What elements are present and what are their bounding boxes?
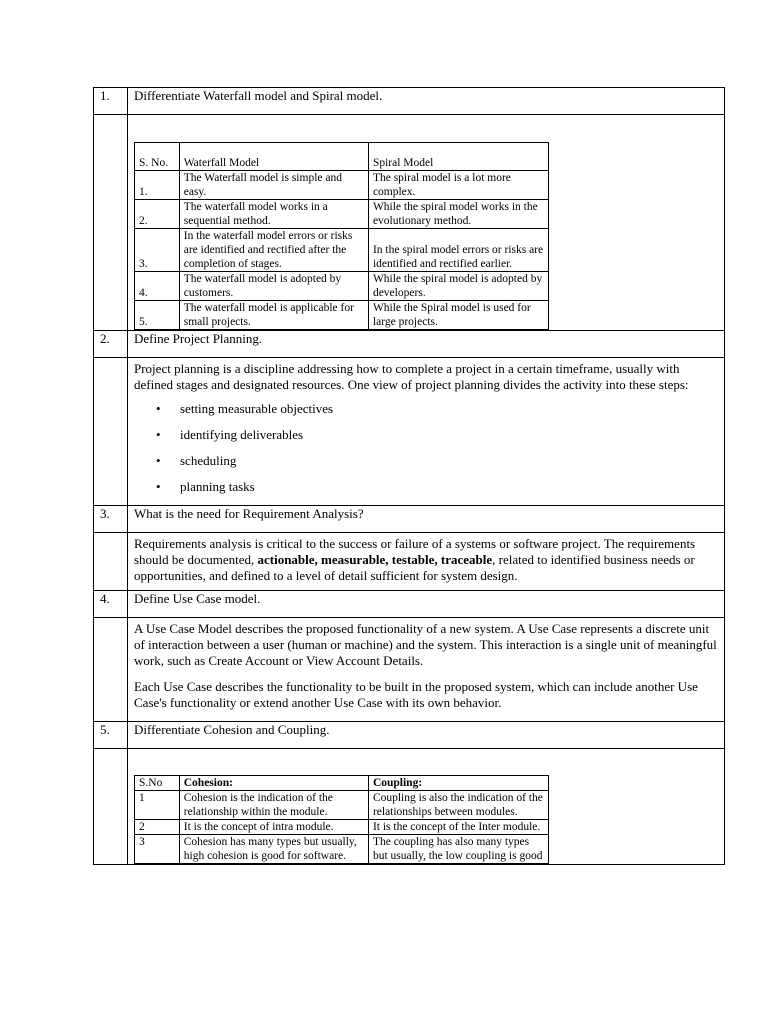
header-cell: Spiral Model [368,143,548,171]
table-cell: The waterfall model works in a sequential method. [179,200,368,229]
table-cell: 3 [135,835,180,864]
table-row [135,272,549,301]
question-text: Define Use Case model. [128,591,725,618]
answer-bold-text: actionable, measurable, testable, traceable [257,552,493,567]
qa-table [93,87,725,865]
answer-cell [128,749,725,865]
question-row-4 [94,591,725,618]
question-number: 3. [94,506,128,533]
question-number: 4. [94,591,128,618]
table-header-row [135,143,549,171]
table-cell: 5. [135,301,180,330]
answer-cell [128,618,725,722]
table-cell: 1 [135,791,180,820]
header-cell: S. No. [135,143,180,171]
table-row [135,200,549,229]
question-text: Differentiate Cohesion and Coupling. [128,722,725,749]
answer-text: Requirements analysis is critical to the success or failure of a systems or software project. The requirements should be documented, [134,536,696,567]
list-item: • scheduling [180,453,718,469]
table-cell: Coupling is also the indication of the relationships between modules. [368,791,548,820]
question-text: What is the need for Requirement Analysis? [128,506,725,533]
question-row-2 [94,331,725,358]
table-row [135,171,549,200]
table-cell: It is the concept of intra module. [179,820,368,835]
table-cell: 2. [135,200,180,229]
table-cell: The Waterfall model is simple and easy. [179,171,368,200]
question-row-1 [94,88,725,115]
answer-row-5 [94,749,725,865]
table-cell: The coupling has also many types but usually, the low coupling is good [368,835,548,864]
table-row [135,229,549,272]
table-row [135,301,549,330]
answer-row-1 [94,115,725,331]
header-cell: Coupling: [368,776,548,791]
answer-paragraph [134,533,718,584]
table-header-row [135,776,549,791]
table-cell: While the spiral model works in the evolutionary method. [368,200,548,229]
question-row-3 [94,506,725,533]
header-cell: Waterfall Model [179,143,368,171]
question-row-5 [94,722,725,749]
table-cell: It is the concept of the Inter module. [368,820,548,835]
answer-paragraph: Each Use Case describes the functionality to be built in the proposed system, which can include another Use Case's functionality or extend another Use Case with its own behavior. [134,679,698,710]
answer-cell [128,533,725,591]
answer-text: , related to identified business needs or opportunities, and defined to a level of detail sufficient for system design. [134,552,695,583]
answer-cell [128,115,725,331]
answer-row-4 [94,618,725,722]
table-cell: 2 [135,820,180,835]
cohesion-coupling-table [134,775,549,864]
list-item: • planning tasks [180,479,718,495]
table-row [135,820,549,835]
waterfall-spiral-table [134,142,549,330]
header-cell: S.No [135,776,180,791]
list-item: • setting measurable objectives [180,401,718,417]
table-row [135,835,549,864]
table-cell: Cohesion has many types but usually, high cohesion is good for software. [179,835,368,864]
answer-row-2 [94,358,725,506]
table-cell: The waterfall model is applicable for small projects. [179,301,368,330]
header-cell: Cohesion: [179,776,368,791]
question-text: Define Project Planning. [128,331,725,358]
answer-row-3 [94,533,725,591]
question-number: 1. [94,88,128,115]
list-item: • identifying deliverables [180,427,718,443]
table-cell: In the spiral model errors or risks are identified and rectified earlier. [368,229,548,272]
answer-paragraph: Project planning is a discipline addressing how to complete a project in a certain timeframe, usually with defined stages and designated resources. One view of project planning divides the activity into these steps: [134,361,689,392]
question-text: Differentiate Waterfall model and Spiral model. [128,88,725,115]
table-cell: 4. [135,272,180,301]
answer-cell [128,358,725,506]
table-cell: While the Spiral model is used for large projects. [368,301,548,330]
question-number: 2. [94,331,128,358]
table-cell: The waterfall model is adopted by customers. [179,272,368,301]
question-number: 5. [94,722,128,749]
table-cell: The spiral model is a lot more complex. [368,171,548,200]
table-cell: 1. [135,171,180,200]
table-cell: 3. [135,229,180,272]
table-cell: While the spiral model is adopted by developers. [368,272,548,301]
table-cell: Cohesion is the indication of the relationship within the module. [179,791,368,820]
table-row [135,791,549,820]
bullet-list [134,401,718,495]
answer-paragraph: A Use Case Model describes the proposed functionality of a new system. A Use Case represents a discrete unit of interaction between a user (human or machine) and the system. This interaction is a single unit of meaningful work, such as Create Account or View Account Details. [134,621,717,668]
table-cell: In the waterfall model errors or risks are identified and rectified after the completion of stages. [179,229,368,272]
